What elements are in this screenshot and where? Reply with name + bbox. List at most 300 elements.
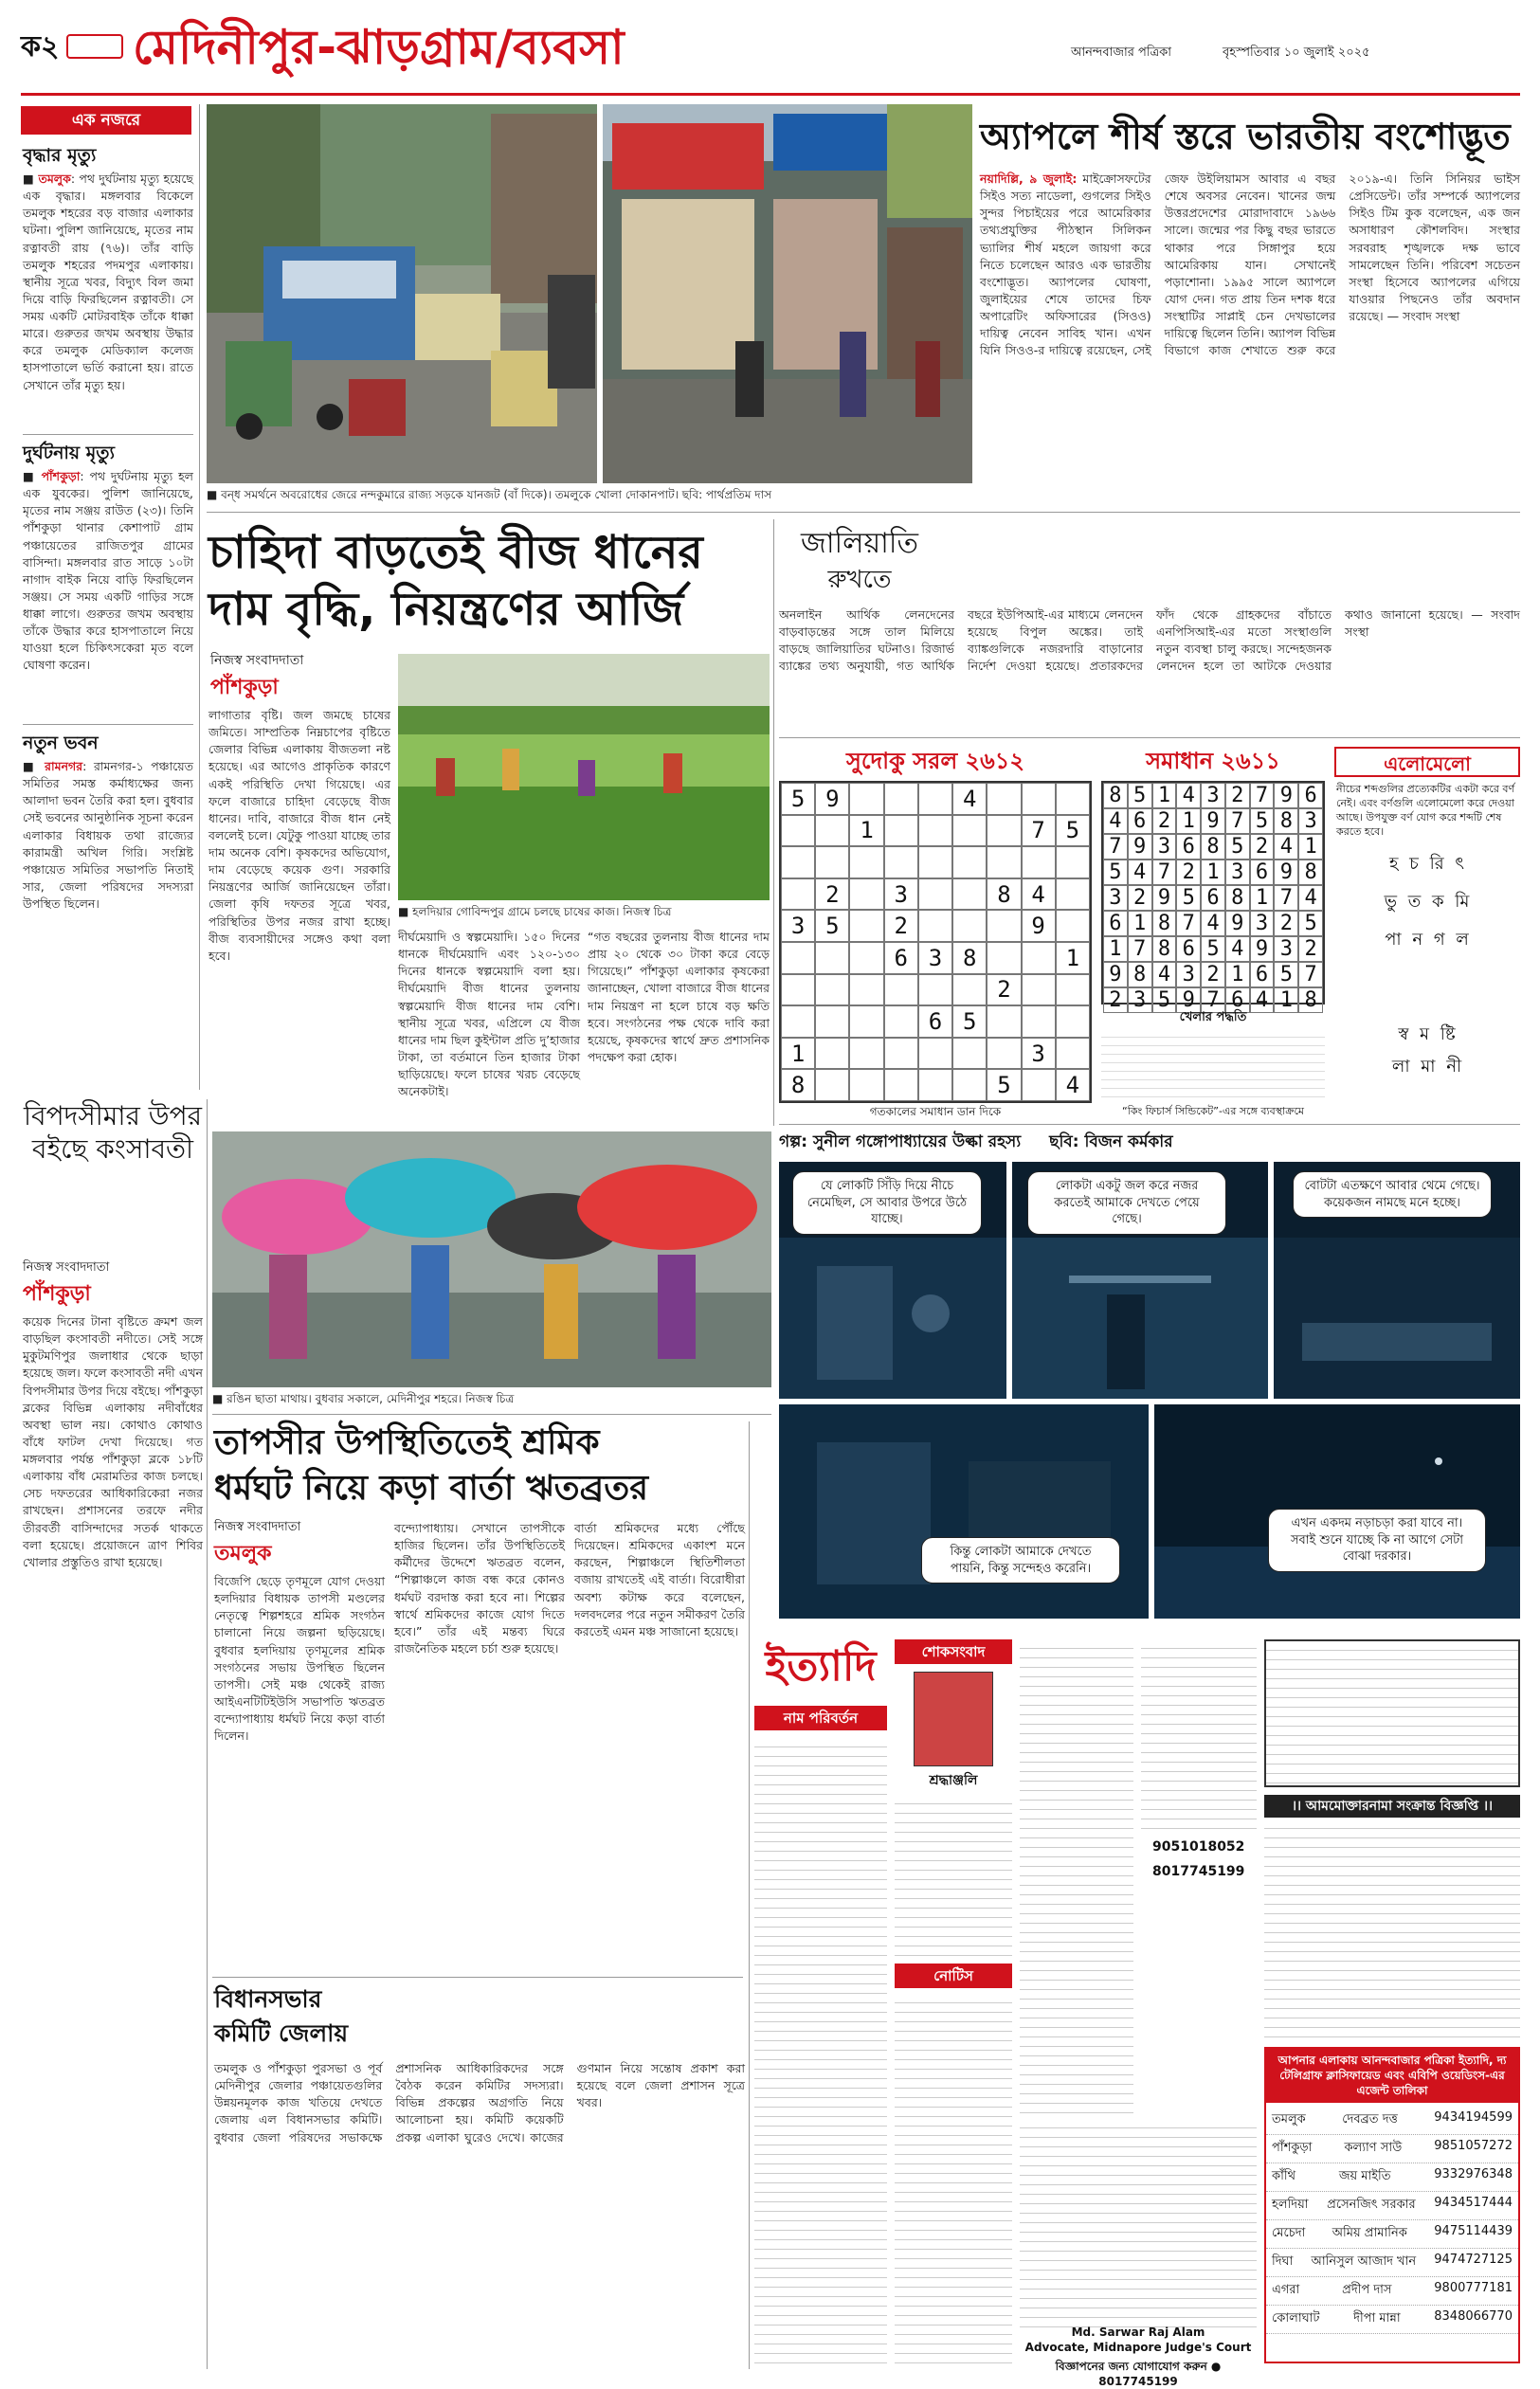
solution-cell: 4 xyxy=(1103,808,1128,834)
solution-cell: 6 xyxy=(1225,987,1250,1013)
glance-title-1: বৃদ্ধার মৃত্যু xyxy=(23,145,97,166)
agent-row xyxy=(1266,2163,1518,2192)
solution-cell: 8 xyxy=(1128,962,1152,987)
divider xyxy=(779,1124,1520,1125)
sudoku-cell[interactable] xyxy=(781,878,815,911)
assembly-headline-2: কমিটি জেলায় xyxy=(214,2019,349,2047)
obituary-photo xyxy=(914,1672,993,1766)
assembly-body: তমলুক ও পাঁশকুড়া পুরসভা ও পূর্ব মেদিনীপুর জেলার পঞ্চায়েতগুলির উন্নয়নমূলক কাজ খতিয়ে দেখতে জেলায় এল বিধানসভার কমিটি। বুধবার জেলা পরিষদের সভাকক্ষে প্রশাসনিক আধিকারিকদের সঙ্গে বৈঠক করেন কমিটির সদস্যরা। বিভিন্ন প্রকল্পের অগ্রগতি নিয়ে আলোচনা হয়। কমিটি কয়েকটি প্রকল্প এলাকা ঘুরেও দেখে। কাজের গুণমান নিয়ে সন্তোষ প্রকাশ করা হয়েছে বলে জেলা প্রশাসন সূত্রে খবর। xyxy=(214,2061,745,2145)
agent-row xyxy=(1266,2249,1518,2277)
sudoku-cell[interactable]: 1 xyxy=(849,815,883,847)
agent-row xyxy=(1266,2107,1518,2135)
solution-cell: 3 xyxy=(1225,860,1250,885)
flood-body: কয়েক দিনের টানা বৃষ্টিতে ক্রমশ জল বাড়ছিল কংসাবতী নদীতে। সেই সঙ্গে মুকুটমণিপুর জলাধার থেকে ছাড়া হয়েছে জল। ফলে কংসাবতী নদী এখন বিপদসীমার উপর দিয়ে বইছে। পাঁশকুড়া ব্লকের বিভিন্ন এলাকায় নদীবাঁধের অবস্থা ভাল নয়। কোথাও কোথাও বাঁধে ফাটল দেখা দিয়েছে। গত মঙ্গলবার পর্যন্ত পাঁশকুড়া ব্লকে ১৮টি এলাকায় বাঁধ মেরামতির কাজ চলছে। সেচ দফতরের আধিকারিকেরা নজর রাখছেন। প্রশাসনের তরফে নদীর তীরবর্তী বাসিন্দাদের সতর্ক থাকতে বলা হয়েছে। প্রয়োজনে ত্রাণ শিবির খোলার প্রস্তুতিও রাখা হয়েছে। xyxy=(23,1314,203,1569)
sudoku-cell[interactable] xyxy=(987,846,1021,878)
comic-artist: ছবি: বিজন কর্মকার xyxy=(1049,1132,1173,1151)
solution-cell: 7 xyxy=(1225,808,1250,834)
solution-cell: 1 xyxy=(1176,808,1201,834)
solution-cell: 5 xyxy=(1152,987,1177,1013)
solution-cell: 4 xyxy=(1250,987,1275,1013)
agent-place: মেচেদা xyxy=(1272,2225,1306,2240)
solution-cell: 7 xyxy=(1176,911,1201,936)
sudoku-cell[interactable] xyxy=(918,910,952,942)
solution-cell: 7 xyxy=(1250,783,1275,808)
solution-cell: 5 xyxy=(1201,936,1225,962)
sudoku-cell[interactable] xyxy=(815,942,849,974)
sudoku-cell[interactable] xyxy=(849,974,883,1006)
agent-list-header: আপনার এলাকায় আনন্দবাজার পত্রিকা ইত্যাদি, দ্য টেলিগ্রাফ ক্লাসিফায়েড এবং এবিপি ওয়েডিংস-এর এজেন্ট তালিকা xyxy=(1266,2049,1518,2103)
solution-cell: 7 xyxy=(1128,936,1152,962)
solution-cell: 7 xyxy=(1298,962,1323,987)
solution-footer: “কিং ফিচার্স সিন্ডিকেট”-এর সঙ্গে ব্যবস্থাক্রমে xyxy=(1122,1105,1304,1117)
sudoku-cell[interactable] xyxy=(1056,974,1090,1006)
glance-title-2: দুর্ঘটনায় মৃত্যু xyxy=(23,443,116,463)
paddy-field-photo xyxy=(398,654,770,900)
sudoku-cell[interactable]: 3 xyxy=(1022,1038,1056,1070)
sudoku-cell[interactable] xyxy=(884,783,918,815)
strike-place: তমলুক xyxy=(214,1542,272,1566)
solution-cell: 1 xyxy=(1250,885,1275,911)
rules-title: খেলার পদ্ধতি xyxy=(1179,1010,1247,1024)
sudoku-cell[interactable] xyxy=(918,878,952,911)
solution-cell: 2 xyxy=(1128,885,1152,911)
speech-bubble: যে লোকটি সিঁড়ি দিয়ে নীচে নেমেছিল, সে আবার উপরে উঠে যাচ্ছে। xyxy=(792,1171,982,1235)
sudoku-cell[interactable] xyxy=(815,1069,849,1101)
forgery-headline-2: রুখতে xyxy=(827,566,892,594)
seed-place: পাঁশকুড়া xyxy=(210,676,279,699)
glance-body-3: ■ রামনগর: রামনগর-১ পঞ্চায়েত সমিতির সমস্ত কর্মাধ্যক্ষের জন্য আলাদা ভবন তৈরি করা হল। বুধবার সেই ভবনের আনুষ্ঠানিক সূচনা করেন এলাকার বিধায়ক তথা রাজ্যের কারামন্ত্রী অখিল গিরি। সংশ্লিষ্ট পঞ্চায়েত সমিতির সভাপতি নিতাই সার, জেলা পরিষদের সদস্যরা উপস্থিত ছিলেন। xyxy=(23,759,193,911)
sudoku-cell[interactable] xyxy=(815,1038,849,1070)
solution-cell: 2 xyxy=(1103,987,1128,1013)
name-change-header: নাম পরিবর্তন xyxy=(754,1706,887,1730)
solution-cell: 8 xyxy=(1152,911,1177,936)
seed-byline: নিজস্ব সংবাদদাতা xyxy=(210,653,304,668)
comic-panel-1 xyxy=(779,1162,1006,1399)
sudoku-cell[interactable]: 3 xyxy=(918,942,952,974)
divider xyxy=(773,519,774,1126)
sudoku-cell[interactable]: 5 xyxy=(1056,815,1090,847)
sudoku-cell[interactable] xyxy=(1056,1038,1090,1070)
comic-panel-5 xyxy=(1154,1404,1520,1619)
elomelo-word-5: লা মা নী xyxy=(1391,1057,1465,1077)
elomelo-word-2: ভু ত ক মি xyxy=(1384,892,1473,912)
sudoku-cell[interactable] xyxy=(884,846,918,878)
forgery-headline-1: জালিয়াতি xyxy=(801,527,918,560)
agent-phone: 9851057272 xyxy=(1434,2138,1513,2153)
sudoku-cell[interactable]: 2 xyxy=(884,910,918,942)
solution-cell: 6 xyxy=(1298,783,1323,808)
solution-cell: 2 xyxy=(1152,808,1177,834)
rules-text xyxy=(1101,1029,1325,1097)
agent-name: জয় মাইতি xyxy=(1338,2168,1391,2183)
solution-cell: 9 xyxy=(1152,885,1177,911)
sudoku-cell[interactable] xyxy=(918,974,952,1006)
solution-cell: 4 xyxy=(1128,860,1152,885)
sudoku-cell[interactable]: 3 xyxy=(781,910,815,942)
elomelo-title: এলোমেলো xyxy=(1334,747,1520,777)
agent-place: পাঁশকুড়া xyxy=(1272,2140,1313,2155)
sudoku-cell[interactable] xyxy=(987,783,1021,815)
assembly-headline-1: বিধানসভার xyxy=(214,1985,322,2013)
agent-row xyxy=(1266,2306,1518,2334)
glance-body-1: ■ তমলুক: পথ দুর্ঘটনায় মৃত্যু হয়েছে এক বৃদ্ধার। মঙ্গলবার বিকেলে তমলুক শহরের বড় বাজার এলাকার ঘটনা। পুলিশ জানিয়েছে, মৃতের নাম রত্নাবতী রায় (৭৬)। তাঁর বাড়ি তমলুক শহরের পদমপুর এলাকায়। স্থানীয় সূত্রে খবর, বিদ্যুৎ বিল জমা দিয়ে বাড়ি ফিরছিলেন রত্নাবতী। সে সময় একটি মোটরবাইক তাঁকে ধাক্কা মারে। গুরুতর জখম অবস্থায় উদ্ধার করে তমলুক মেডিক্যাল কলেজ হাসপাতালে ভর্তি করানো হয়। রাতে সেখানে তাঁর মৃত্যু হয়। xyxy=(23,172,193,392)
solution-cell: 2 xyxy=(1201,962,1225,987)
glance-text-2: পথ দুর্ঘটনায় মৃত্যু হল এক যুবকের। পুলিশ জানিয়েছে, মৃতের নাম সঞ্জয় রাউত (২৩)। তিনি পাঁশকুড়া থানার কেশাপাট গ্রাম পঞ্চায়েতের রাজিতপুর গ্রামের বাসিন্দা। মঙ্গলবার রাত সাড়ে ১০টা নাগাদ বাইক নিয়ে বাড়ি ফিরছিলেন সঞ্জয়। সে সময় একটি গাড়ির সঙ্গে ধাক্কা লাগে। গুরুতর জখম অবস্থায় তাঁকে উদ্ধার করে হাসপাতালে নিয়ে যাওয়া হলে চিকিৎসকেরা মৃত বলে ঘোষণা করেন। xyxy=(23,469,193,673)
agent-list-box xyxy=(1264,2047,1520,2363)
solution-cell: 4 xyxy=(1201,911,1225,936)
agent-row xyxy=(1266,2277,1518,2306)
sudoku-cell[interactable]: 9 xyxy=(815,783,849,815)
sudoku-cell[interactable] xyxy=(849,1005,883,1038)
solution-grid xyxy=(1101,781,1325,1012)
obituary-text xyxy=(895,1795,1012,1956)
apple-dateline: নয়াদিল্লি, ৯ জুলাই: xyxy=(980,172,1078,186)
sudoku-cell[interactable] xyxy=(918,1069,952,1101)
seed-col-1: লাগাতার বৃষ্টি। জল জমছে চাষের জমিতে। সাম্প্রতিক নিম্নচাপের বৃষ্টিতে জেলার বিভিন্ন এলাকায় বীজতলা নষ্ট হয়েছে। এর আগেও প্রাকৃতিক কারণে একই পরিস্থিতি দেখা গিয়েছে। এর ফলে বাজারে চাহিদা বেড়েছে বীজ ধানের। দাবি, বাজারে বীজ ধান নেই বললেই চলে। যেটুকু পাওয়া যাচ্ছে তার দাম অনেক বেশি। কৃষকদের অভিযোগ, দাম বেড়েছে কয়েক গুণ। সরকারি নিয়ন্ত্রণের আর্জি জানিয়েছেন তাঁরা। জেলা কৃষি দফতর সূত্রে খবর, পরিস্থিতির উপর নজর রাখা হচ্ছে। বীজ ব্যবসায়ীদের সঙ্গেও কথা বলা হবে। xyxy=(208,708,390,963)
solution-cell: 2 xyxy=(1225,783,1250,808)
solution-cell: 5 xyxy=(1225,834,1250,860)
sudoku-cell[interactable] xyxy=(849,846,883,878)
flood-byline: নিজস্ব সংবাদদাতা xyxy=(23,1260,110,1275)
sudoku-cell[interactable] xyxy=(1022,942,1056,974)
solution-cell: 2 xyxy=(1274,911,1298,936)
lawyer-signature: Md. Sarwar Raj Alam Advocate, Midnapore Judge's Court xyxy=(1024,2326,1252,2354)
legal-notice-box xyxy=(1264,1639,1520,1787)
sudoku-cell[interactable]: 1 xyxy=(781,1038,815,1070)
agent-place: তমলুক xyxy=(1272,2111,1306,2127)
sudoku-cell[interactable] xyxy=(952,878,987,911)
elomelo-word-1: হ চ রি ৎ xyxy=(1388,854,1467,874)
sudoku-cell[interactable]: 8 xyxy=(952,942,987,974)
sudoku-cell[interactable] xyxy=(815,1005,849,1038)
comic-title xyxy=(779,1131,1520,1152)
sudoku-cell[interactable] xyxy=(849,942,883,974)
solution-cell: 3 xyxy=(1201,783,1225,808)
solution-cell: 6 xyxy=(1128,808,1152,834)
agent-place: কাঁথি xyxy=(1272,2168,1296,2183)
solution-cell: 9 xyxy=(1225,911,1250,936)
sudoku-cell[interactable] xyxy=(952,846,987,878)
agent-row xyxy=(1266,2192,1518,2220)
speech-bubble: এখন একদম নড়াচড়া করা যাবে না। সবাই শুনে যাচ্ছে কি না আগে সেটা বোঝা দরকার। xyxy=(1268,1509,1486,1572)
solution-cell: 8 xyxy=(1274,808,1298,834)
sudoku-cell[interactable] xyxy=(884,1069,918,1101)
sudoku-cell[interactable] xyxy=(1022,974,1056,1006)
agent-name: দেবব্রত দত্ত xyxy=(1342,2111,1398,2127)
sudoku-cell[interactable] xyxy=(952,815,987,847)
strike-col-2: বন্দ্যোপাধ্যায়। সেখানে তাপসীকে হাজির ছিলেন। তাঁর উপস্থিতিতেই কর্মীদের উদ্দেশে ঋতব্রত বলেন, “শিল্পাঞ্চলে কাজ বন্ধ করে কোনও ধর্মঘট বরদাস্ত করা হবে না। শিল্পের স্বার্থে শ্রমিকদের কাজে যোগ দিতে হবে।” তাঁর এই মন্তব্য ঘিরে রাজনৈতিক মহলে চর্চা শুরু হয়েছে। xyxy=(394,1521,565,1656)
paper-name: আনন্দবাজার পত্রিকা xyxy=(1071,45,1172,60)
agent-place: দিঘা xyxy=(1272,2253,1294,2269)
umbrella-photo xyxy=(212,1131,771,1387)
sudoku-cell[interactable] xyxy=(918,846,952,878)
divider xyxy=(207,1099,208,2369)
sudoku-cell[interactable] xyxy=(849,1069,883,1101)
sudoku-cell[interactable]: 8 xyxy=(987,878,1021,911)
sudoku-cell[interactable]: 4 xyxy=(1022,878,1056,911)
divider xyxy=(749,1421,750,2369)
umbrella-caption: ■ রঙিন ছাতা মাথায়। বুধবার সকালে, মেদিনীপুর শহরে। নিজস্ব চিত্র xyxy=(212,1392,515,1405)
solution-cell: 6 xyxy=(1103,911,1128,936)
solution-cell: 4 xyxy=(1298,885,1323,911)
sudoku-cell[interactable] xyxy=(781,815,815,847)
solution-cell: 8 xyxy=(1298,860,1323,885)
solution-cell: 1 xyxy=(1152,783,1177,808)
glance-text-3: রামনগর-১ পঞ্চায়েত সমিতির সমস্ত কর্মাধ্যক্ষের জন্য আলাদা ভবন তৈরি করা হল। বুধবার সেই ভবনের আনুষ্ঠানিক সূচনা করেন এলাকার বিধায়ক তথা রাজ্যের কারামন্ত্রী অখিল গিরি। সংশ্লিষ্ট পঞ্চায়েত সমিতির সভাপতি নিতাই সার, জেলা পরিষদের সদস্যরা উপস্থিত ছিলেন। xyxy=(23,759,193,911)
sudoku-cell[interactable]: 1 xyxy=(1056,942,1090,974)
solution-cell: 5 xyxy=(1176,885,1201,911)
agent-phone: 9475114439 xyxy=(1434,2223,1513,2238)
sudoku-cell[interactable]: 9 xyxy=(1022,910,1056,942)
sudoku-cell[interactable] xyxy=(815,974,849,1006)
masthead-rule xyxy=(21,93,1520,96)
agent-place: এগরা xyxy=(1272,2282,1300,2297)
sudoku-cell[interactable] xyxy=(849,1038,883,1070)
photo-caption-top: ■ বন্‌ধ সমর্থনে অবরোধের জেরে নন্দকুমারে রাজ্য সড়কে যানজট (বাঁ দিকে)। তমলুকে খোলা দোকানপাট। ছবি: পার্থপ্রতিম দাস xyxy=(207,488,772,501)
sudoku-cell[interactable]: 5 xyxy=(952,1005,987,1038)
divider xyxy=(23,434,193,435)
solution-cell: 7 xyxy=(1201,987,1225,1013)
strike-byline: নিজস্ব সংবাদদাতা xyxy=(214,1520,301,1534)
solution-cell: 1 xyxy=(1103,936,1128,962)
solution-cell: 5 xyxy=(1274,962,1298,987)
sudoku-cell[interactable] xyxy=(1022,1069,1056,1101)
solution-cell: 3 xyxy=(1128,987,1152,1013)
solution-cell: 4 xyxy=(1152,962,1177,987)
agent-name: কল্যাণ সাউ xyxy=(1344,2140,1403,2155)
sudoku-cell[interactable]: 5 xyxy=(781,783,815,815)
ad-phone-1: 9051018052 xyxy=(1152,1839,1245,1855)
sudoku-cell[interactable] xyxy=(1056,878,1090,911)
comic-panel-2 xyxy=(1012,1162,1268,1399)
divider xyxy=(212,1977,743,1978)
solution-cell: 5 xyxy=(1250,808,1275,834)
public-notice-text xyxy=(1264,1819,1520,2039)
sudoku-grid[interactable] xyxy=(779,781,1092,1103)
sudoku-cell[interactable] xyxy=(781,942,815,974)
agent-row xyxy=(1266,2135,1518,2163)
solution-cell: 6 xyxy=(1250,860,1275,885)
sudoku-cell[interactable]: 4 xyxy=(952,783,987,815)
sudoku-cell[interactable] xyxy=(1056,846,1090,878)
solution-cell: 6 xyxy=(1176,936,1201,962)
agent-name: অমিয় প্রামানিক xyxy=(1332,2225,1407,2240)
obituary-header: শোকসংবাদ xyxy=(895,1639,1012,1664)
classified-block-4 xyxy=(1020,2119,1257,2327)
solution-cell: 3 xyxy=(1274,936,1298,962)
flood-headline: বিপদসীমার উপর বইছে কংসাবতী xyxy=(23,1100,202,1165)
solution-cell: 8 xyxy=(1225,885,1250,911)
divider xyxy=(199,104,200,1090)
ad-phone-2: 8017745199 xyxy=(1152,1864,1245,1879)
sudoku-cell[interactable] xyxy=(849,783,883,815)
comic-panel-3 xyxy=(1274,1162,1520,1399)
solution-cell: 4 xyxy=(1176,783,1201,808)
agent-phone: 9434517444 xyxy=(1434,2195,1513,2210)
speech-bubble: লোকটা একটু জল করে নজর করতেই আমাকে দেখতে পেয়ে গেছে। xyxy=(1027,1171,1226,1235)
page-number: ক২ xyxy=(21,30,60,63)
solution-cell: 2 xyxy=(1176,860,1201,885)
solution-cell: 9 xyxy=(1250,936,1275,962)
sudoku-cell[interactable]: 2 xyxy=(987,974,1021,1006)
obituary-title: শ্রদ্ধাঞ্জলি xyxy=(929,1773,978,1788)
elomelo-intro: নীচের শব্দগুলির প্রত্যেকটির একটা করে বর্ণ নেই। এবং বর্ণগুলি এলোমেলো করে দেওয়া আছে। উপযুক্ত বর্ণ যোগ করে শব্দটি শেষ করতে হবে। xyxy=(1336,783,1515,838)
seed-col-3: “গত বছরের তুলনায় বীজ ধানের দাম প্রায় ২০ থেকে ৩০ টাকা করে বেড়ে গিয়েছে।” পাঁশকুড়া এলাকার কৃষকেরা জানাচ্ছেন, খোলা বাজারে বীজ ধানের দাম নিয়ন্ত্রণ না হলে চাষে বড় ক্ষতি হবে। সংগঠনের পক্ষ থেকে দাবি করা হয়েছে, কৃষকদের স্বার্থে দ্রুত প্রশাসনিক পদক্ষেপ করা হোক। xyxy=(588,930,770,1064)
classified-ads xyxy=(754,1738,887,2363)
sudoku-cell[interactable]: 2 xyxy=(815,878,849,911)
solution-cell: 7 xyxy=(1152,860,1177,885)
elomelo-word-3: পা ন গ ল xyxy=(1385,930,1472,950)
sudoku-cell[interactable] xyxy=(815,846,849,878)
agent-phone: 8348066770 xyxy=(1434,2308,1513,2324)
solution-cell: 7 xyxy=(1274,885,1298,911)
solution-cell: 1 xyxy=(1274,987,1298,1013)
speech-bubble: কিন্তু লোকটা আমাকে দেখতে পায়নি, কিন্তু সন্দেহও করেনি। xyxy=(921,1537,1120,1584)
sudoku-cell[interactable]: 4 xyxy=(1056,1069,1090,1101)
sudoku-title: সুদোকু সরল ২৬১২ xyxy=(846,748,1024,774)
solution-cell: 5 xyxy=(1128,783,1152,808)
agent-phone: 9434194599 xyxy=(1434,2109,1513,2125)
sudoku-cell[interactable]: 5 xyxy=(987,1069,1021,1101)
sudoku-cell[interactable] xyxy=(1022,846,1056,878)
sudoku-cell[interactable]: 6 xyxy=(918,1005,952,1038)
solution-cell: 3 xyxy=(1152,834,1177,860)
notice-text xyxy=(895,1994,1012,2363)
sudoku-cell[interactable]: 8 xyxy=(781,1069,815,1101)
glance-place-2: পাঁশকুড়া xyxy=(41,469,81,483)
sudoku-cell[interactable] xyxy=(1022,783,1056,815)
sudoku-cell[interactable] xyxy=(849,878,883,911)
solution-cell: 8 xyxy=(1103,783,1128,808)
sudoku-cell[interactable] xyxy=(918,783,952,815)
sudoku-cell[interactable]: 5 xyxy=(815,910,849,942)
solution-cell: 6 xyxy=(1250,962,1275,987)
solution-title: সমাধান ২৬১১ xyxy=(1146,748,1280,774)
agent-phone: 9332976348 xyxy=(1434,2166,1513,2181)
sudoku-cell[interactable] xyxy=(884,1005,918,1038)
sudoku-cell[interactable] xyxy=(952,974,987,1006)
agent-place: হলদিয়া xyxy=(1272,2197,1309,2212)
seed-headline-2: দাম বৃদ্ধি, নিয়ন্ত্রণের আর্জি xyxy=(208,583,684,636)
sudoku-cell[interactable] xyxy=(849,910,883,942)
apple-headline: অ্যাপলে শীর্ষ স্তরে ভারতীয় বংশোদ্ভূত xyxy=(980,116,1511,157)
solution-cell: 3 xyxy=(1176,962,1201,987)
classified-block-2 xyxy=(1020,1639,1133,2113)
sudoku-cell[interactable] xyxy=(952,1069,987,1101)
sudoku-cell[interactable] xyxy=(952,1038,987,1070)
divider xyxy=(779,737,1520,738)
sudoku-cell[interactable] xyxy=(987,1005,1021,1038)
strike-col-3: বার্তা শ্রমিকদের মধ্যে পৌঁছে দিয়েছেন। শ্রমিকদের একাংশ মনে করছেন, শিল্পাঞ্চলে স্থিতিশীলতা বজায় রাখতেই এই বার্তা। বিরোধীরা অবশ্য কটাক্ষ করে বলেছেন, দলবদলের পরে নতুন সমীকরণ তৈরি করতেই এমন মঞ্চ সাজানো হয়েছে। xyxy=(574,1521,745,1638)
solution-cell: 6 xyxy=(1176,834,1201,860)
divider xyxy=(212,1414,771,1415)
sudoku-cell[interactable]: 6 xyxy=(884,942,918,974)
solution-cell: 3 xyxy=(1250,911,1275,936)
solution-cell: 8 xyxy=(1152,936,1177,962)
agent-name: আনিসুল আজাদ খান xyxy=(1311,2253,1417,2269)
solution-cell: 9 xyxy=(1201,808,1225,834)
ad-contact-footer: বিজ্ঞাপনের জন্য যোগাযোগ করুন ● 8017745199 xyxy=(1055,2360,1222,2388)
solution-cell: 7 xyxy=(1103,834,1128,860)
sudoku-cell[interactable]: 3 xyxy=(884,878,918,911)
agent-place: কোলাঘাট xyxy=(1272,2310,1320,2326)
divider xyxy=(207,512,1520,513)
sudoku-cell[interactable] xyxy=(1022,1005,1056,1038)
solution-cell: 9 xyxy=(1274,783,1298,808)
shops-photo xyxy=(603,104,972,483)
sudoku-cell[interactable] xyxy=(987,815,1021,847)
sudoku-cell[interactable] xyxy=(884,815,918,847)
sudoku-cell[interactable] xyxy=(781,974,815,1006)
sudoku-cell[interactable] xyxy=(884,1038,918,1070)
agent-list xyxy=(1266,2103,1518,2334)
solution-cell: 3 xyxy=(1103,885,1128,911)
public-notice-header: ।। আমমোক্তারনামা সংক্রান্ত বিজ্ঞপ্তি ।। xyxy=(1264,1795,1520,1818)
issue-date: বৃহস্পতিবার ১০ জুলাই ২০২৫ xyxy=(1223,45,1370,60)
agent-name: প্রদীপ দাস xyxy=(1342,2282,1392,2297)
sudoku-footer: গতকালের সমাধান ডান দিকে xyxy=(869,1105,1002,1118)
strike-headline-2: ধর্মঘট নিয়ে কড়া বার্তা ঋতব্রতর xyxy=(214,1469,649,1508)
sudoku-cell[interactable] xyxy=(815,815,849,847)
solution-cell: 1 xyxy=(1128,911,1152,936)
traffic-jam-photo xyxy=(207,104,597,483)
sudoku-cell[interactable] xyxy=(987,942,1021,974)
notice-header: নোটিস xyxy=(895,1964,1012,1988)
sudoku-cell[interactable] xyxy=(952,910,987,942)
solution-cell: 4 xyxy=(1274,834,1298,860)
solution-cell: 2 xyxy=(1250,834,1275,860)
ityadi-title: ইত্যাদি xyxy=(765,1642,877,1691)
solution-cell: 9 xyxy=(1128,834,1152,860)
sudoku-cell[interactable] xyxy=(781,1005,815,1038)
agent-name: দীপা মান্না xyxy=(1353,2310,1401,2326)
solution-cell: 4 xyxy=(1225,936,1250,962)
agent-phone: 9800777181 xyxy=(1434,2280,1513,2295)
sudoku-cell[interactable]: 7 xyxy=(1022,815,1056,847)
seed-photo-caption: ■ হলদিয়ার গোবিন্দপুর গ্রামে চলছে চাষের কাজ। নিজস্ব চিত্র xyxy=(398,905,672,918)
solution-cell: 5 xyxy=(1298,911,1323,936)
agent-phone: 9474727125 xyxy=(1434,2252,1513,2267)
sudoku-cell[interactable] xyxy=(1056,783,1090,815)
solution-cell: 1 xyxy=(1201,860,1225,885)
sudoku-cell[interactable] xyxy=(918,1038,952,1070)
sudoku-cell[interactable] xyxy=(987,910,1021,942)
forgery-body: অনলাইন আর্থিক লেনদেনের বাড়বাড়ন্তের সঙ্গে তাল মিলিয়ে বাড়ছে জালিয়াতির ঘটনাও। রিজার্ভ ব্যাঙ্কের তথ্য অনুযায়ী, গত আর্থিক বছরে ইউপিআই-এর মাধ্যমে লেনদেন হয়েছে বিপুল অঙ্কের। তাই ব্যাঙ্কগুলিকে নজরদারি বাড়ানোর নির্দেশ দেওয়া হয়েছে। প্রতারকদের ফাঁদ থেকে গ্রাহকদের বাঁচাতে এনপিসিআই-এর মতো সংস্থাগুলি নতুন ব্যবস্থা চালু করছে। সন্দেহজনক লেনদেন হলে তা আটকে দেওয়ার কথাও জানানো হয়েছে। — সংবাদ সংস্থা xyxy=(779,607,1520,674)
agent-row xyxy=(1266,2220,1518,2249)
solution-cell: 5 xyxy=(1103,860,1128,885)
glance-header: এক নজরে xyxy=(21,106,191,135)
solution-cell: 1 xyxy=(1225,962,1250,987)
masthead-logo xyxy=(66,34,123,59)
sudoku-cell[interactable] xyxy=(884,974,918,1006)
classified-block-3 xyxy=(1141,1639,1257,1829)
solution-cell: 8 xyxy=(1201,834,1225,860)
sudoku-cell[interactable] xyxy=(781,846,815,878)
sudoku-cell[interactable] xyxy=(1056,1005,1090,1038)
glance-body-2: ■ পাঁশকুড়া: পথ দুর্ঘটনায় মৃত্যু হল এক যুবকের। পুলিশ জানিয়েছে, মৃতের নাম সঞ্জয় রাউত (২৩)। তিনি পাঁশকুড়া থানার কেশাপাট গ্রাম পঞ্চায়েতের রাজিতপুর গ্রামের বাসিন্দা। মঙ্গলবার রাত সাড়ে ১০টা নাগাদ বাইক নিয়ে বাড়ি ফিরছিলেন সঞ্জয়। সে সময় একটি গাড়ির সঙ্গে ধাক্কা লাগে। গুরুতর জখম অবস্থায় তাঁকে উদ্ধার করে হাসপাতালে নিয়ে যাওয়া হলে চিকিৎসকেরা মৃত বলে ঘোষণা করেন। xyxy=(23,469,193,673)
flood-place: পাঁশকুড়া xyxy=(23,1282,91,1306)
solution-cell: 6 xyxy=(1201,885,1225,911)
speech-bubble: বোটটা এতক্ষণে আবার থেমে গেছে। কয়েকজন নামছে মনে হচ্ছে। xyxy=(1293,1171,1492,1218)
sudoku-cell[interactable] xyxy=(918,815,952,847)
sudoku-cell[interactable] xyxy=(1056,910,1090,942)
elomelo-word-4: স্ব ম ষ্টি xyxy=(1398,1024,1458,1044)
apple-text: মাইক্রোসফটের সিইও সত্য নাডেলা, গুগলের সিইও সুন্দর পিচাইয়ের পরে আমেরিকার তথ্যপ্রযুক্তির পীঠস্থান সিলিকন ভ্যালির শীর্ষ মহলে জায়গা করে নিতে চলেছেন আরও এক ভারতীয় বংশোদ্ভূত। অ্যাপলের ঘোষণা, জুলাইয়ের শেষে তাদের চিফ অপারেটিং অফিসারের (সিওও) দায়িত্ব নেবেন সাবিহ খান। এখন যিনি সিওও-র দায়িত্বে রয়েছেন, সেই জেফ উইলিয়ামস আবার এ বছর শেষে অবসর নেবেন। খানের জন্ম উত্তরপ্রদেশের মোরাদাবাদে ১৯৬৬ সালে। জন্মের পর কিছু বছর ভারতে থাকার পরে সিঙ্গাপুর হয়ে আমেরিকায় যান। সেখানেই পড়াশোনা। ১৯৯৫ সালে অ্যাপলে যোগ দেন। গত প্রায় তিন দশক ধরে সংস্থাটির সাপ্লাই চেন দেখভালের দায়িত্বে ছিলেন তিনি। অ্যাপল বিভিন্ন বিভাগে কাজ শেখাতে শুরু করে ২০১৯-এ। তিনি সিনিয়র ভাইস প্রেসিডেন্ট। তাঁর সম্পর্কে অ্যাপলের সিইও টিম কুক বলেছেন, এক জন অসাধারণ কৌশলবিদ। সংস্থার সরবরাহ শৃঙ্খলকে দক্ষ ভাবে সামলেছেন তিনি। পরিবেশ সচেতন সংস্থা হিসেবে অ্যাপলের এগিয়ে যাওয়ার পিছনেও তাঁর অবদান রয়েছে। — সংবাদ সংস্থা xyxy=(980,172,1520,358)
glance-place-3: রামনগর xyxy=(45,759,83,773)
sudoku-cell[interactable] xyxy=(987,1038,1021,1070)
solution-cell: 1 xyxy=(1298,834,1323,860)
agent-name: প্রসেনজিৎ সরকার xyxy=(1327,2197,1416,2212)
